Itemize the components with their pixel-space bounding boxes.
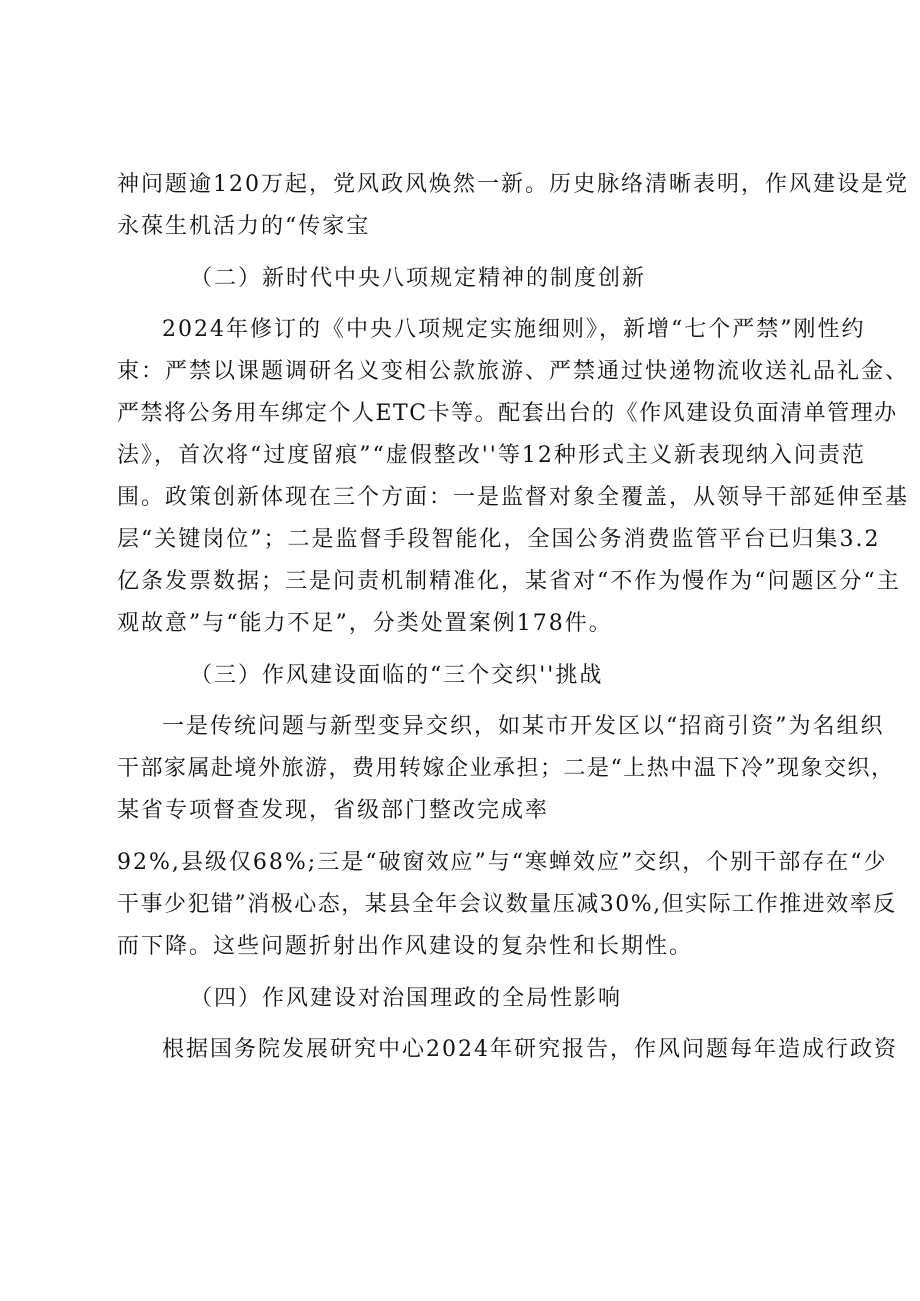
text-line-content: 层“关键岗位”；二是监督手段智能化，全国公务消费监管平台已归集3.2: [117, 527, 881, 552]
text-line-content: 而下降。这些问题折射出作风建设的复杂性和长期性。: [117, 934, 694, 959]
text-line: [0, 441, 920, 471]
text-line: [0, 754, 920, 784]
text-line-content: 某省专项督查发现，省级部门整改完成率: [117, 798, 550, 823]
text-line: [0, 483, 920, 513]
text-line: [0, 890, 920, 920]
text-line-content: 一是传统问题与新型变异交织，如某市开发区以“招商引资”为名组织: [162, 714, 885, 739]
section-heading-text: （三）作风建设面临的“三个交织''挑战: [190, 663, 604, 688]
text-line-content: 神问题逾120万起，党风政风焕然一新。历史脉络清晰表明，作风建设是党: [117, 172, 909, 197]
text-line: [0, 315, 920, 345]
text-line: [0, 932, 920, 962]
section-heading-text: （二）新时代中央八项规定精神的制度创新: [190, 266, 647, 291]
text-line-content: 永葆生机活力的“传家宝: [117, 214, 371, 239]
section-heading: [0, 264, 920, 294]
text-line: [0, 525, 920, 555]
text-line: [0, 796, 920, 826]
text-line: [0, 609, 920, 639]
text-line-content: 亿条发票数据；三是问责机制精准化，某省对“不作为慢作为“问题区分“主: [117, 569, 901, 594]
text-line: [0, 212, 920, 242]
text-line: [0, 712, 920, 742]
text-line-content: 干事少犯错”消极心态，某县全年会议数量压减30%,但实际工作推进效率反: [117, 892, 897, 917]
text-line-content: 束：严禁以课题调研名义变相公款旅游、严禁通过快递物流收送礼品礼金、: [117, 359, 910, 384]
text-line-content: 干部家属赴境外旅游，费用转嫁企业承担；二是“上热中温下冷”现象交织，: [117, 756, 895, 781]
text-line-content: 2024年修订的《中央八项规定实施细则》，新增“七个严禁”刚性约: [162, 317, 866, 342]
text-line-content: 观故意”与“能力不足”，分类处置案例178件。: [117, 611, 613, 636]
section-heading: [0, 984, 920, 1014]
text-line-content: 法》，首次将“过度留痕”“虚假整改''等12种形式主义新表现纳入问责范: [117, 443, 866, 468]
text-line: [0, 170, 920, 200]
text-line: [0, 567, 920, 597]
text-line-content: 围。政策创新体现在三个方面：一是监督对象全覆盖，从领导干部延伸至基: [117, 485, 910, 510]
text-line: [0, 1035, 920, 1065]
section-heading: [0, 661, 920, 691]
text-line-content: 92%,县级仅68%;三是“破窗效应”与“寒蝉效应”交织，个别干部存在“少: [117, 850, 888, 875]
section-heading-text: （四）作风建设对治国理政的全局性影响: [190, 986, 623, 1011]
text-line-content: 严禁将公务用车绑定个人ETC卡等。配套出台的《作风建设负面清单管理办: [117, 401, 898, 426]
text-line: [0, 357, 920, 387]
text-line: [0, 399, 920, 429]
text-line-content: 根据国务院发展研究中心2024年研究报告，作风问题每年造成行政资: [162, 1037, 898, 1062]
text-line: [0, 848, 920, 878]
